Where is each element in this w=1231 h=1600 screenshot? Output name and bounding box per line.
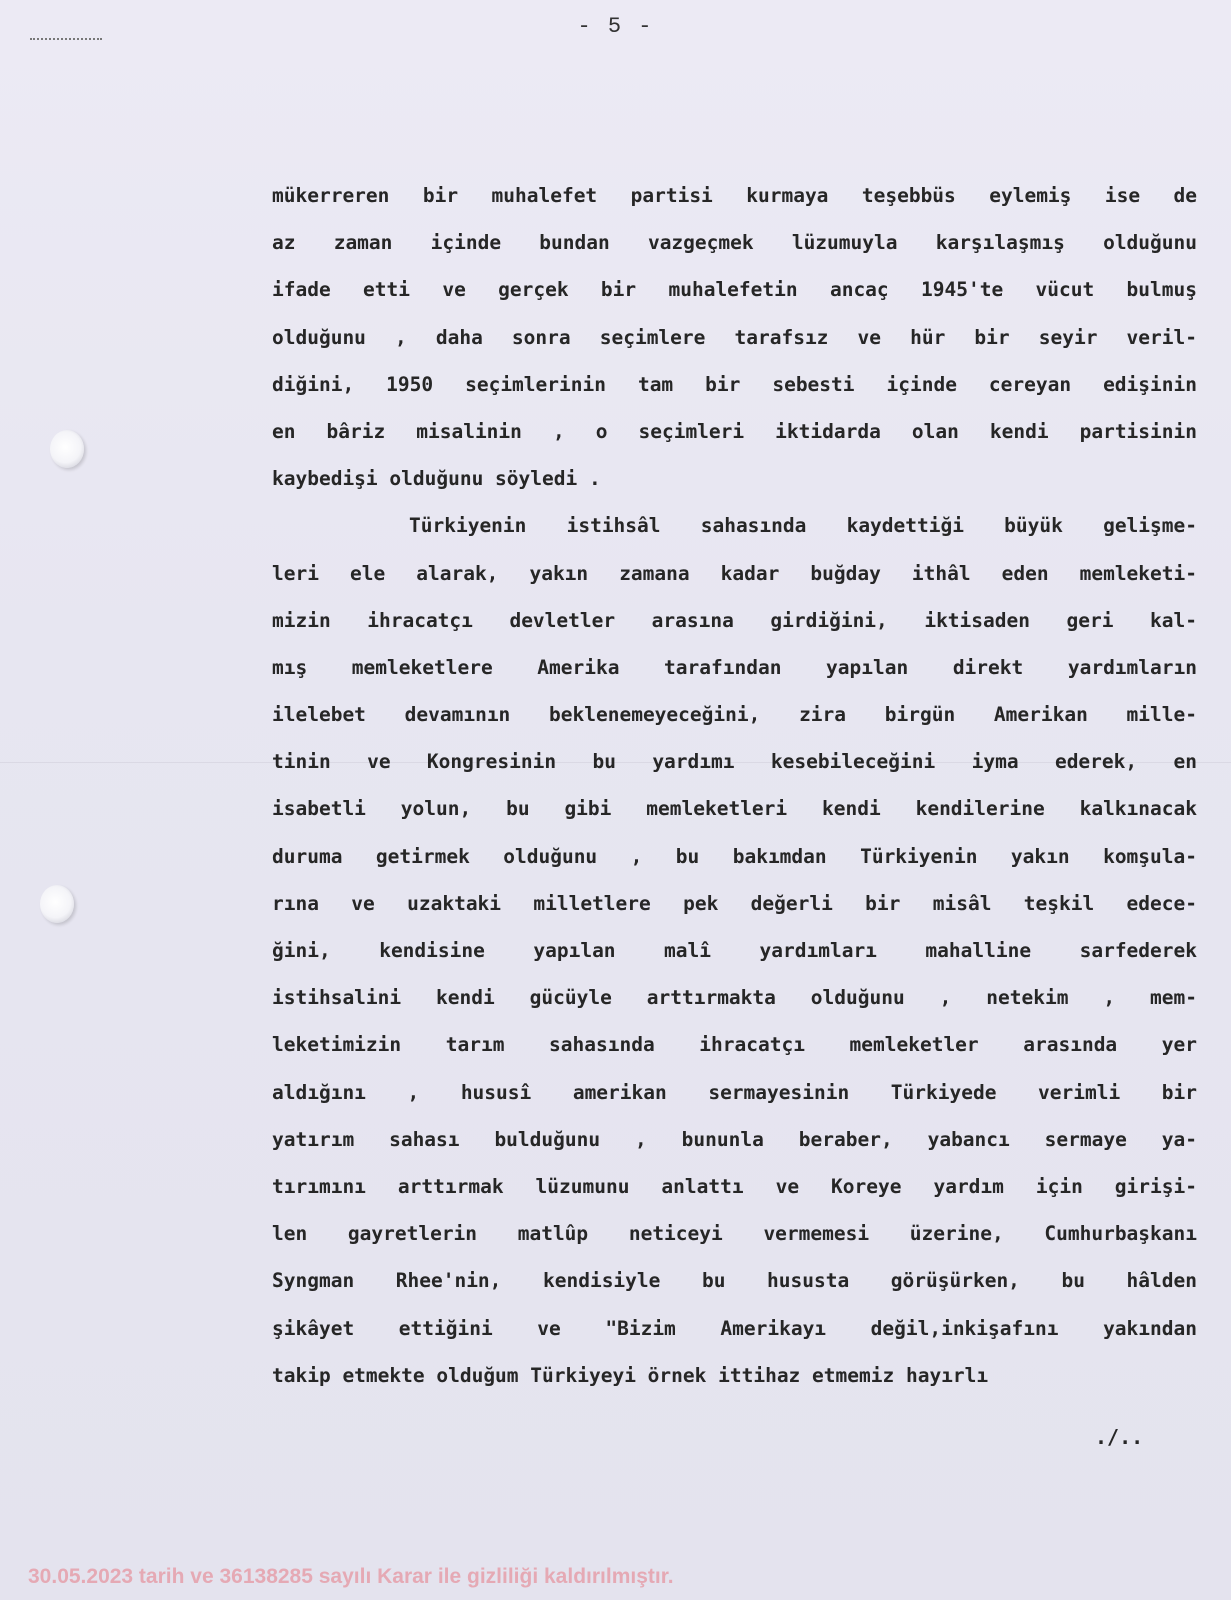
text-line: ğini, kendisine yapılan malî yardımları mahalline sarfederek xyxy=(272,939,1197,962)
text-line: takip etmekte olduğum Türkiyeyi örnek ittihaz etmemiz hayırlı xyxy=(272,1363,989,1387)
text-line: aldığını , hususî amerikan sermayesinin Türkiyede verimli bir xyxy=(272,1080,1197,1104)
text-line: ifade etti ve gerçek bir muhalefetin ancaç 1945'te vücut bulmuş xyxy=(272,278,1197,302)
text-line: istihsalini kendi gücüyle arttırmakta olduğunu , netekim , mem- xyxy=(272,986,1197,1010)
text-line: tinin ve Kongresinin bu yardımı kesebileceğini iyma ederek, en xyxy=(272,750,1197,774)
page-number: - 5 - xyxy=(577,14,654,39)
text-line: mizin ihracatçı devletler arasına girdiğini, iktisaden geri kal- xyxy=(272,608,1197,632)
text-line: mükerreren bir muhalefet partisi kurmaya teşebbüs eylemiş ise de xyxy=(272,184,1197,207)
text-line: mış memleketlere Amerika tarafından yapılan direkt yardımların xyxy=(272,655,1197,679)
text-line: şikâyet ettiğini ve "Bizim Amerikayı değil,inkişafını yakından xyxy=(272,1316,1197,1340)
text-line: en bâriz misalinin , o seçimleri iktidarda olan kendi partisinin xyxy=(272,419,1197,443)
text-line: duruma getirmek olduğunu , bu bakımdan Türkiyenin yakın komşula- xyxy=(272,844,1197,868)
text-line: ilelebet devamının beklenemeyeceğini, zira birgün Amerikan mille- xyxy=(272,703,1197,727)
body-text xyxy=(272,172,1197,1399)
punch-hole xyxy=(50,430,84,468)
text-line: Türkiyenin istihsâl sahasında kaydettiği büyük gelişme- xyxy=(409,514,1197,538)
continuation-mark: ./.. xyxy=(1095,1425,1144,1449)
text-line: isabetli yolun, bu gibi memleketleri kendi kendilerine kalkınacak xyxy=(272,797,1197,821)
punch-hole xyxy=(40,885,74,923)
text-line: leketimizin tarım sahasında ihracatçı memleketler arasında yer xyxy=(272,1033,1197,1057)
text-line: kaybedişi olduğunu söyledi . xyxy=(272,467,601,491)
text-line: olduğunu , daha sonra seçimlere tarafsız ve hür bir seyir veril- xyxy=(272,325,1197,349)
text-line: diğini, 1950 seçimlerinin tam bir sebesti içinde cereyan edişinin xyxy=(272,372,1197,396)
text-line: tırımını arttırmak lüzumunu anlattı ve Koreye yardım için girişi- xyxy=(272,1174,1197,1198)
declassification-stamp: 30.05.2023 tarih ve 36138285 sayılı Karar ile gizliliği kaldırılmıştır. xyxy=(28,1565,674,1588)
text-line: yatırım sahası bulduğunu , bununla beraber, yabancı sermaye ya- xyxy=(272,1127,1197,1151)
text-line: Syngman Rhee'nin, kendisiyle bu hususta görüşürken, bu hâlden xyxy=(272,1269,1197,1293)
text-line: az zaman içinde bundan vazgeçmek lüzumuyla karşılaşmış olduğunu xyxy=(272,231,1197,255)
text-line: leri ele alarak, yakın zamana kadar buğday ithâl eden memleketi- xyxy=(272,561,1197,585)
text-line: rına ve uzaktaki milletlere pek değerli bir misâl teşkil edece- xyxy=(272,891,1197,915)
text-line: len gayretlerin matlûp neticeyi vermemesi üzerine, Cumhurbaşkanı xyxy=(272,1222,1197,1246)
